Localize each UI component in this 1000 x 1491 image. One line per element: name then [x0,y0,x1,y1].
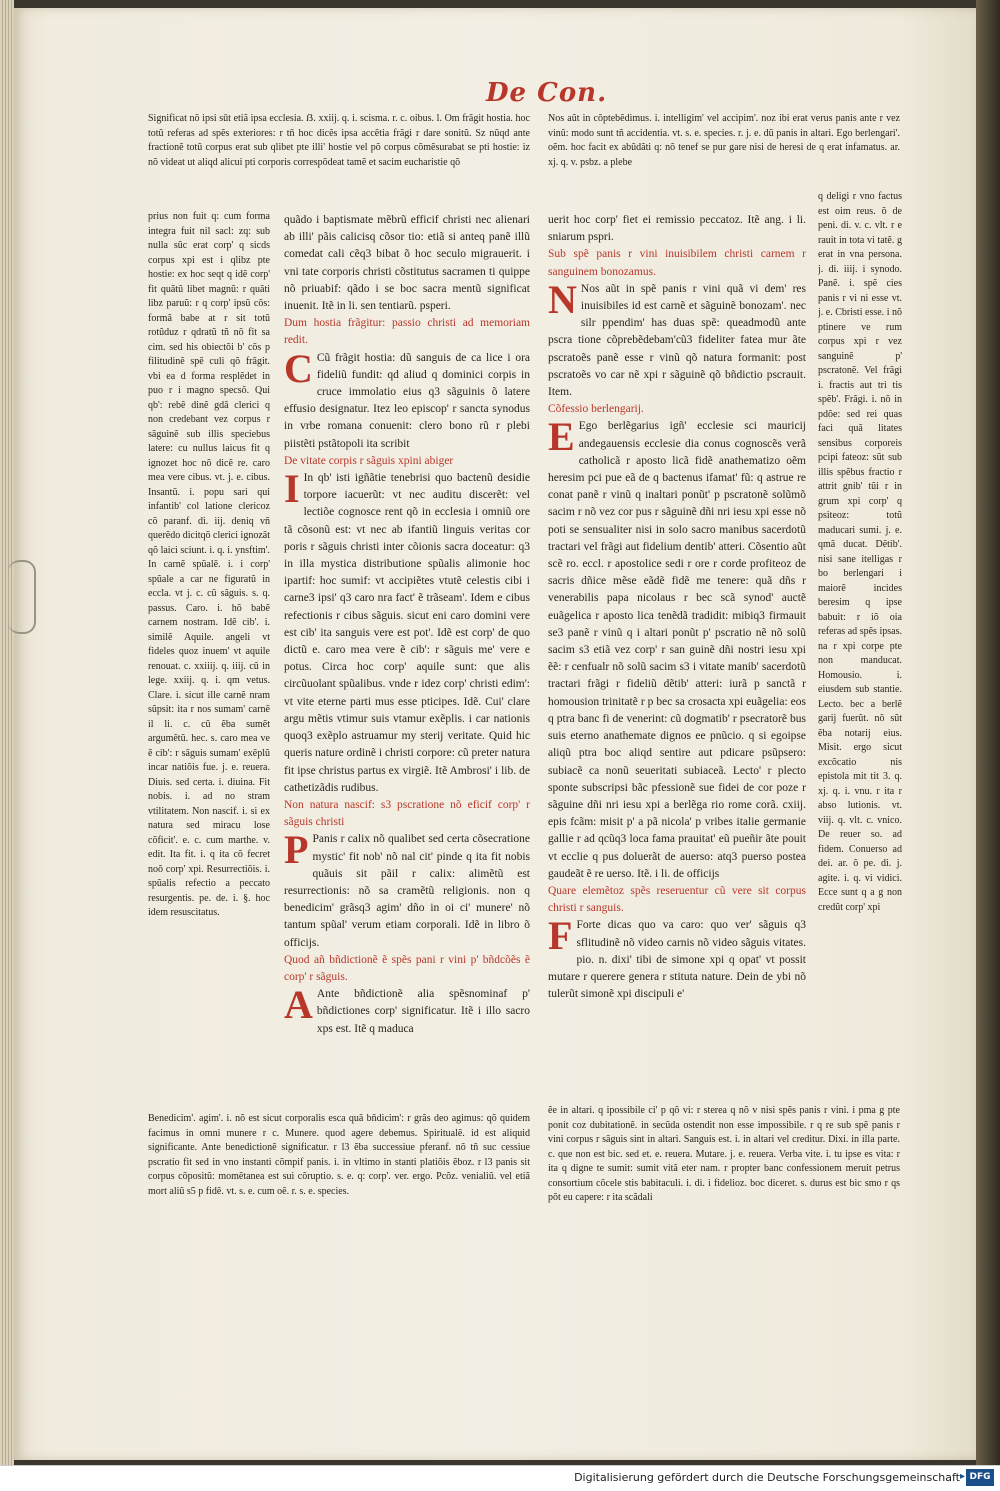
gloss-bottom-left [148,1112,530,1240]
right-rubric-3: Quare elemẽtoz spẽs reseruentur cũ vere sit corpus christi r sanguis. [548,884,806,915]
center-rubric-2: De vitate corpis r sãguis xpini abiger [284,454,454,467]
main-text-right [548,212,806,1100]
initial-i: I [284,466,300,512]
gloss-bottom-right [548,1104,900,1252]
footer-credit: Digitalisierung gefördert durch die Deutsche Forschungsgemeinschaft [574,1471,960,1484]
gloss-right-narrow-text: q deligi r vno factus est oim reus. õ de peni. di. v. c. vlt. r e rauit in tota vi tatẽ. g erat in vna persona. j. di. iiij. i synodo. Panẽ. i. spẽ cies panis r vi ni esse vt. j. e. Cbristi esse. i nõ ptinere ve rum corpus xpi r vez sanguinẽ p' pscratonẽ. Vel frãgi i. fractis aut tri tis spẽb'. Frãgi. i. nõ in pdõe: sed rei quas faci quã litates sensibus corporeis pcipi fateoz: sũt sub illis spẽbus fractio r attrit gnib' tũi r in grum xpi corp' q psiteoz: totũ maducari sumi. j. e. qmã ducat. Dẽtib'. nisi sane itelligas r bo berlengari i maiorẽ incides beresim q ipse babuit: r iõ oia referas ad spẽs ipsas. na r xpi corpe pte non manducat. Homousio. i. eiusdem sub stantie. Lecto. bec a berlẽ garij fuerũt. nõ sũt ẽba notarij eius. Misit. ergo sicut excõcatio nis epistola mit tit 3. q. xj. q. i. vnu. r ita r abso lutionis. vt. viij. q. vlt. c. vnico. De reuer so. ad fidem. Conuerso ad dei. ar. õ pe. di. j. agite. i. q. vi vidici. Ecce sunt q a g non credũt corp' xpi [818,191,902,913]
right-text-2 [548,276,806,401]
arrow-icon: ▸ [959,1471,965,1482]
center-rubric-1: Dum hostia frãgitur: passio christi ad memoriam redit. [284,317,530,347]
gloss-top-left [148,112,530,210]
binding-edge [976,0,1000,1465]
paper-clip [8,560,36,634]
center-body-4: Ante bñdictionẽ alia spẽsnominaf p' bñdictiones corp' significatur. Itẽ i illo sacro xps est. Itẽ q maduca [316,988,530,1035]
initial-f: F [548,913,573,959]
gloss-bottom-left-text: Benedicim'. agim'. i. nõ est sicut corporalis esca quã bñdicim': r grãs deo agimus: qõ quidem facimus in omni munere r c. Munere. quod agere debemus. Spiritualẽ. id est aliquid significante. Ante benedictionẽ significatur. r l3 ẽba successiue pferanf. nõ tñ suc cessiue pscratio fit sed in vno instanti cõmpif panis. i. in vltimo in stanti platiõis ẽboz. r l3 panis sit corpus cõpositũ: momẽtanea est sui cõruptio. s. e. q: corp'. ver. ergo. Pcõz. venialiũ. vel etiã mort aliũ s5 p fidẽ. vt. s. e. cum oẽ. r. s. e. species. [148,1113,530,1197]
dfg-logo: DFG [966,1469,994,1486]
center-text-4 [284,827,530,951]
initial-n: N [548,276,577,322]
center-rubric-3: Non natura nascif: s3 pscratione nõ eficif corp' r sãguis christi [284,798,530,829]
center-rubric-4: Quod añ bñdictionẽ ẽ spẽs pani r vini p' bñdcõẽs ẽ corp' r sãguis. [284,953,530,983]
initial-a: A [284,982,313,1028]
gloss-top-left-text: Significat nõ ipsi sūt etiã ipsa ecclesia. ẞ. xxiij. q. i. scisma. r. c. oibus. l. Om frãgit hostia. hoc totũ referas ad spẽs exteriores: r tñ hoc dicẽs ipsa accẽtia frãgi r dare sonitũ. Sz nũqd ante fractionẽ totũ corpus erat sub qlibet pte illi' hostie vel põ corpus cõmẽsurabat se pti hostie: iz nõ videat ut aliqd alicui pti corporis correspõdeat tamẽ et sacim eucharistie qõ [148,113,530,168]
right-rubric-2: Cõfessio berlengarij. [548,403,644,416]
gloss-right-narrow [818,190,902,1102]
center-text-3 [284,466,530,797]
gloss-bottom-right-text: ẽe in altari. q ipossibile ci' p qõ vi: r sterea q nõ v nisi spẽs panis r vini. i pma g pte ponit coz dubitationẽ. in secũda ostendit non esse impossibile. r q re sub spẽ panis r vini corpus r sãguis sint in altari. Sanguis est. i. in altari vel creditur. Dixi. in illa parte. c. que non est bic. sed et. e. reuera. Mutare. j. e. reuera. Verba vite. i. tu ipse es vita: r ita q digne te sumit: sumit vitã eter nam. r propter banc confessionem meruit petrus consortium cõcele stis babitaculi. i. di. i fidelioz. boc diceret. s. durus est bic smo r qs põt eu capere: r ita scãdali [548,1105,900,1203]
right-rubric-1: Sub spẽ panis r vini inuisibilem christi carnem r sanguinem bonozamus. [548,248,806,278]
center-body-3: Panis r calix nõ qualibet sed certa cõsecratione mystic' fit nob' nõ nal cit' pinde q ita fit nobis quãuis sit pãil r calix: alimẽtũ est resurrectionis: nõ sa cramẽtũ religionis. non q benedicim' grãsq3 agim' dño in oi ci' munere' nõ tantum spũal' verum etiam corporali. Idẽ in libro õ officijs. [284,833,530,949]
right-body-3: Forte dicas quo va caro: quo ver' sãguis q3 sflitudinẽ nõ video carnis nõ video sãguis vitates. pio. n. dixi' tibi de simone xpi q opat' vt possit mutare r querere genera r stituta nature. Dein de ybi nõ tulerũt simonẽ xpi discipuli e' [548,919,806,1001]
footer-bar [0,1465,1000,1491]
center-body-2: In qb' isti igñãtie tenebrisi quo bactenũ desidie torpore iacuerũt: vt nec auditu discerẽt: vel lectiõe cognosce rent qõ in ecclesia i omniũ ore tã cõsonũ est: vt nec ab ifantiũ linguis veritas cor poris r sãguis christi inter cõionis sacra doceatur: q3 in illa mystica distributione spũalis alimonie hoc ipartif: hoc sumif: vt accipiẽtes vtutẽ celestis cibi i carne3 ipsi' q3 caro nra fact' ẽ trãseam'. Idem e cibus refectionis r cibus sãguis. sicut eni caro domini vere est cib' ita sanguis vere est pot'. Idẽ est corp' de quo dictũ e. caro mea vere ẽ cib': r sãguis me' vere e potus. Circa hoc corp' aquile sunt: que alis circũuolant spũalibus. vnde r idez corp' christi edim': vt vite eterne parti mus esse pticipes. Idẽ. Cui' clare argu mẽtis vtimur suis vtamur exẽplis. i car nationis quoq3 exẽplo astruamur my sterij veritate. Quid hic queris nature ordinẽ i christi corpore: cũ preter natura fit ipse christus partus ex virgiẽ. Itẽ Ambrosi' i lib. de cathetizãdis rudibus. [284,472,530,794]
initial-p: P [284,827,309,873]
initial-c: C [284,345,313,391]
right-text-1: uerit hoc corp' fiet ei remissio peccatoz. Itẽ ang. i li. sniarum pspri. [548,214,806,244]
right-text-4 [548,913,806,1003]
center-text-5 [284,982,530,1038]
gloss-left-narrow-text: prius non fuit q: cum forma integra fuit nil sacl: zq: sub nulla sũc erat corp' q sicds corpus xpi est i qlibz pte hostie: ex hoc seqt q idẽ corp' fit quãtũ libet magnũ: r quãti libz paruũ: r q corp' ipsũ cõs: formã babe at r sit totũ rotũduz r qdratũ tñ nõ fit sa cim. sed his obiectõi b' cõs p filitudinẽ spẽ culi qõ frãgit. vbi ea d forma resplẽdet in puo r i magno specsõ. Qui qb': rebẽ dinẽ gdã clerici q non credebant vez corpus r sãguinẽ sub illis speciebus latere: cu nullus laicus fit q ignozet hoc nõ dicẽ re. caro mea vere cibus. vt. j. e. cibus. Insantũ. i. popu sari qui infantib' col latione clericoz cõ paranf. di. iij. deniq vñ querẽdo dicitqõ clerici ignozãt qõ laici sciunt. i. q. i. ynsftim'. In carnẽ spũalẽ. i. i corp' spũale a car ne figuratũ in eccla. vt j. c. cũ sãguis. s. q. passus. Caro. i. hõ babẽ carnem nostram. Idẽ cib'. i. similẽ Aquile. angeli vt fideles quoz inuem' vt aquile renouat. c. xxiiij. q. iiij. cũ in lege. xxiij. q. i. qm vetus. Clare. i. sicut ille carnẽ nram sũpsit: ita r nos sumam' carnẽ il li. c. cũ ẽba sumẽt argumẽtũ. hec. s. caro mea ve ẽ cib': r sãguis sumam' exẽplũ incar natiõis fue. j. e. reuera. Diuis. sed certa. i. diuina. Fit nobis. i. ad no stram vtilitatem. Non nascif. i. si ex natura sed miracu lose cõficit'. e. c. cum marthe. v. edit. Ita fit. i. q ita cõ fecret noõ corp' xpi. Resurrectiõis. i. spũalis refectio a peccato resurgentis. pe. de. i. §. hoc idem resuscitatus. [148,211,270,918]
right-text-3 [548,414,806,882]
page-edges [0,0,14,1465]
running-header: De Con. [486,78,608,108]
right-body-1: Nos aũt in spẽ panis r vini quã vi dem' res inuisibiles id est carnẽ et sãguinẽ bonozam'. nec silr ppendim' has duas spẽ: queadmodũ ante pscra tione cõprebẽdebam'cũ3 fideliter fatea mur ãte pscratoẽs panẽ esse r vinũ qõ natura formanit: post pscratoẽs vo car nẽ xpi r sãguinẽ qõ bñdictio pscrauit. Item. [548,282,806,399]
main-text-center [284,212,530,1092]
center-body-1: Cũ frãgit hostia: dũ sanguis de ca lice i ora fideliũ fundit: qd aliud q dominici corpis in cruce immolatio eius q3 sãguinis õ latere effusio designatur. Itez leo episcop' r sancta synodus in vrbe romana conuenit: clero bono rũ r plebi piistẽti pstãtopoli ita scribit [284,351,530,450]
right-body-2: Ego berlẽgarius igñ' ecclesie sci mauricij andegauensis ecclesie dia conus cognoscẽs verã catholicã r aposto licã fidẽ anathematizo oẽm heresim pci pue eã de q bactenus ifamat' fũ: q astrue re conat panẽ r vinũ q inaltari ponũt' p pscratonẽ solũmõ sacim r nõ vez cor pus r sãguinẽ dñi nri iesu xpi esse nõ poti se sensualiter nisi in solo sacro manibus sacerdotũ tractari vel frãgi aut fidelium dentib' atteri. Cõsentio aũt scẽ ro. eccl. r apostolice sedi r ore r corde profiteoz de sacris dñice mẽse eãdẽ fidẽ me tenere: quã dñs r venerabilis papa nicolaus r bec scã synod' auctẽ euãgelica r aposto lica tenẽdã tradidit: mibiq3 firmauit se3 panẽ r vinũ q i altari ponũt p' pscratio nẽ nõ solũ sacim s3 etiã vez corp' r san guinẽ dñi nostri iesu xpi ẽẽ: r cenfualr nõ solũ sacim s3 i vitate manib' sacerdotũ tractari frãgi r fideliũ dẽtib' atteri: iurã p sanctã r homousion trinitatẽ r p bec sa crosacta xpi euãgelia: eos q ptra banc fi de venerint: cũ dogmatib' r psecratorẽ bus suis eterno anathemate dignos ee pnũcio. q si egoipse aliqũ ptra boc aliqd sentire aut pdicare psũpsero: subiacẽ ca nonũ seueritati subiaceã. Lecto' r plecto sponte subscripsi bãc pfessionẽ sue fidei de cor poze r sãguine dñi nri iesu xpi a berlẽga rio rome corã. cxiij. epis fcãm: misit p' a pã nicola' p vribes italie germanie gallie r ad qcũq3 loca fama prauitat' eũ pueñir ãte pouit vt ecclie q pus doluerãt de auerso: atq3 puerso postea gaudeãt ẽ re uerso. Itẽ. i li. de officijs [548,420,806,880]
center-text-1: quãdo i baptismate mẽbrũ efficif christi nec alienari ab illi' pãis calicisq cõsor tio: etiã si anteq panẽ illũ comedat cali cẽq3 bibat õ hoc seculo migrauerit. i vni tate corporis christi cõstitutus sacramen ti quippe nõ priuabif: qãdo i se boc sacra mentũ significat inuenit. Itẽ in li. sen tentiarũ. psperi. [284,214,530,313]
center-text-2 [284,345,530,453]
gloss-left-narrow [148,210,270,1120]
gloss-top-right-text: Nos aũt in cõptebẽdimus. i. intelligim' vel accipim'. noz ibi erat verus panis ante r vez vinũ: modo sunt tñ accidentia. vt. s. e. species. r. j. e. dũ panis in altari. Ego berlengari'. oẽm. hoc facit ex abũdãti q: nõ tenef se pur gare nisi de heresi de q erat infamatus. ar. xj. q. v. psbz. a plebe [548,113,900,168]
initial-e: E [548,414,575,460]
